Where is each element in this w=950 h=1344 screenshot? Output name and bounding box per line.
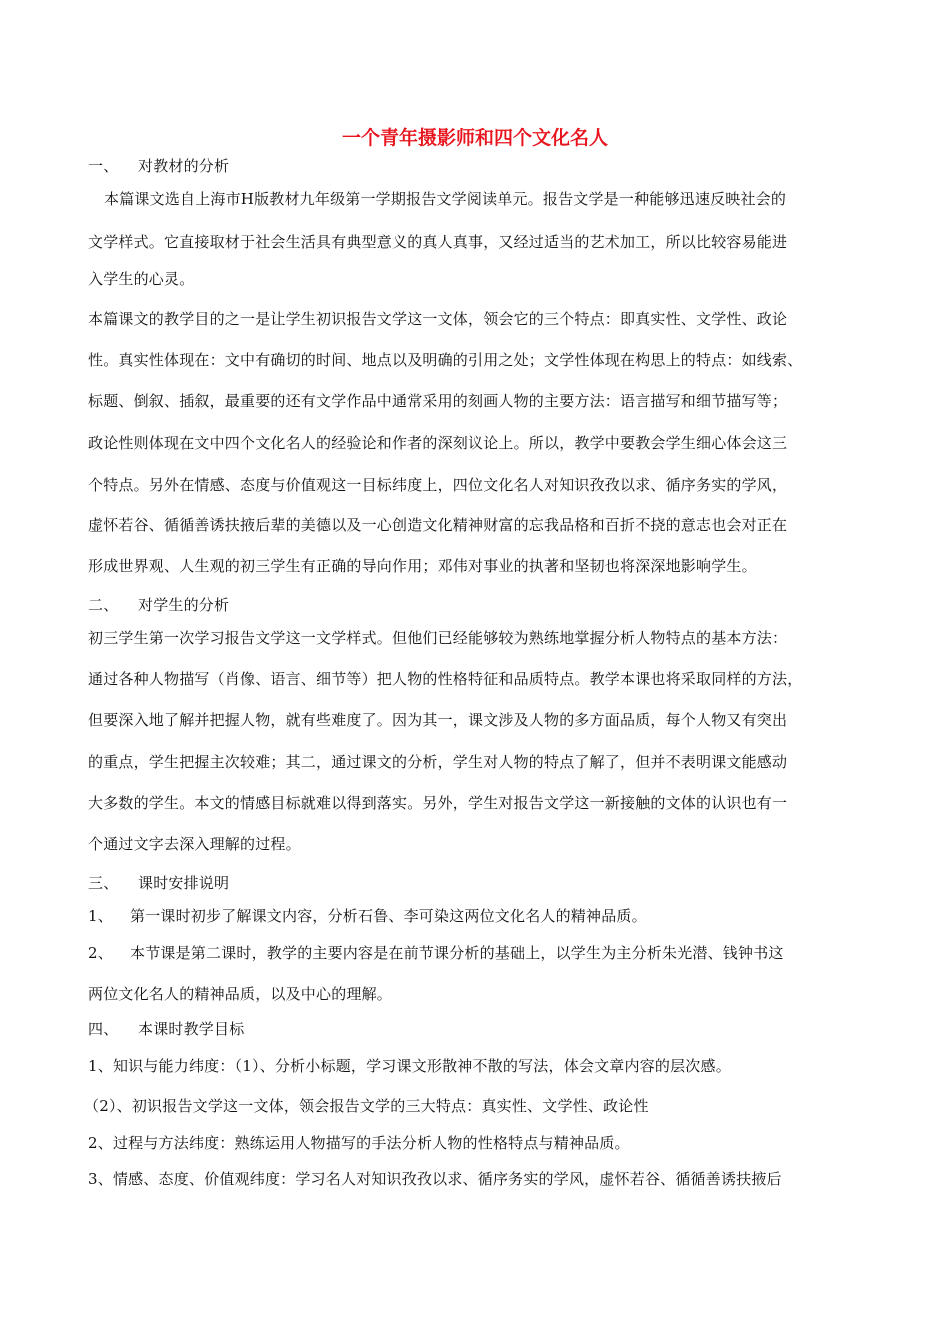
section-heading-1 xyxy=(88,155,229,177)
paragraph-line: 但要深入地了解并把握人物，就有些难度了。因为其一，课文涉及人物的多方面品质，每个人物又有突出 xyxy=(88,711,788,729)
paragraph-line: 个通过文字去深入理解的过程。 xyxy=(88,835,301,853)
section-heading-2 xyxy=(88,594,229,616)
section-number: 二、 xyxy=(88,596,119,614)
paragraph-line: 初三学生第一次学习报告文学这一文学样式。但他们已经能够较为熟练地掌握分析人物特点的基本方法： xyxy=(88,629,788,647)
section-number: 四、 xyxy=(88,1020,119,1038)
section-number: 三、 xyxy=(88,874,119,892)
section-heading-4 xyxy=(88,1018,244,1040)
paragraph-line: 标题、倒叙、插叙，最重要的还有文学作品中通常采用的刻画人物的主要方法：语言描写和细节描写等； xyxy=(88,392,788,410)
paragraph-line: 个特点。另外在情感、态度与价值观这一目标纬度上，四位文化名人对知识孜孜以求、循序务实的学风， xyxy=(88,476,788,494)
section-heading-text: 课时安排说明 xyxy=(138,874,230,892)
paragraph-line: 入学生的心灵。 xyxy=(88,270,195,288)
list-item xyxy=(88,905,647,927)
section-heading-text: 对学生的分析 xyxy=(138,596,230,614)
paragraph-line: 通过各种人物描写（肖像、语言、细节等）把人物的性格特征和品质特点。教学本课也将采取同样的方法， xyxy=(88,670,803,688)
list-item-text: 第一课时初步了解课文内容，分析石鲁、李可染这两位文化名人的精神品质。 xyxy=(130,907,647,925)
paragraph-line: 两位文化名人的精神品质，以及中心的理解。 xyxy=(88,985,393,1003)
paragraph-line: 本篇课文的教学目的之一是让学生初识报告文学这一文体，领会它的三个特点：即真实性、文学性、政论 xyxy=(88,310,788,328)
list-item-number: 2、 xyxy=(88,944,113,962)
paragraph-line: 政论性则体现在文中四个文化名人的经验论和作者的深刻议论上。所以，教学中要教会学生细心体会这三 xyxy=(88,434,788,452)
section-number: 一、 xyxy=(88,157,119,175)
list-item-text: 本节课是第二课时，教学的主要内容是在前节课分析的基础上，以学生为主分析朱光潜、钱钟书这 xyxy=(130,944,784,962)
list-item-number: 1、 xyxy=(88,907,113,925)
paragraph-line: 大多数的学生。本文的情感目标就难以得到落实。另外，学生对报告文学这一新接触的文体的认识也有一 xyxy=(88,794,788,812)
paragraph-line: 性。真实性体现在：文中有确切的时间、地点以及明确的引用之处；文学性体现在构思上的特点：如线索、 xyxy=(88,351,803,369)
section-heading-3 xyxy=(88,872,229,894)
paragraph-line: 形成世界观、人生观的初三学生有正确的导向作用；邓伟对事业的执著和坚韧也将深深地影响学生。 xyxy=(88,557,757,575)
goal-line: 3、情感、态度、价值观纬度：学习名人对知识孜孜以求、循序务实的学风，虚怀若谷、循循善诱扶掖后 xyxy=(88,1170,782,1188)
list-item xyxy=(88,942,784,964)
document-title: 一个青年摄影师和四个文化名人 xyxy=(341,127,608,149)
section-heading-text: 对教材的分析 xyxy=(138,157,230,175)
section-heading-text: 本课时教学目标 xyxy=(138,1020,245,1038)
paragraph-line: 文学样式。它直接取材于社会生活具有典型意义的真人真事，又经过适当的艺术加工，所以比较容易能进 xyxy=(88,233,788,251)
goal-line: 2、过程与方法纬度：熟练运用人物描写的手法分析人物的性格特点与精神品质。 xyxy=(88,1134,630,1152)
paragraph-line: 本篇课文选自上海市H版教材九年级第一学期报告文学阅读单元。报告文学是一种能够迅速反映社会的 xyxy=(104,190,787,208)
paragraph-line: 的重点，学生把握主次较难；其二，通过课文的分析，学生对人物的特点了解了，但并不表明课文能感动 xyxy=(88,753,788,771)
goal-line: 1、知识与能力纬度：（1）、分析小标题，学习课文形散神不散的写法，体会文章内容的层次感。 xyxy=(88,1057,731,1075)
paragraph-line: 虚怀若谷、循循善诱扶掖后辈的美德以及一心创造文化精神财富的忘我品格和百折不挠的意志也会对正在 xyxy=(88,516,788,534)
goal-line: （2）、初识报告文学这一文体，领会报告文学的三大特点：真实性、文学性、政论性 xyxy=(84,1097,649,1115)
